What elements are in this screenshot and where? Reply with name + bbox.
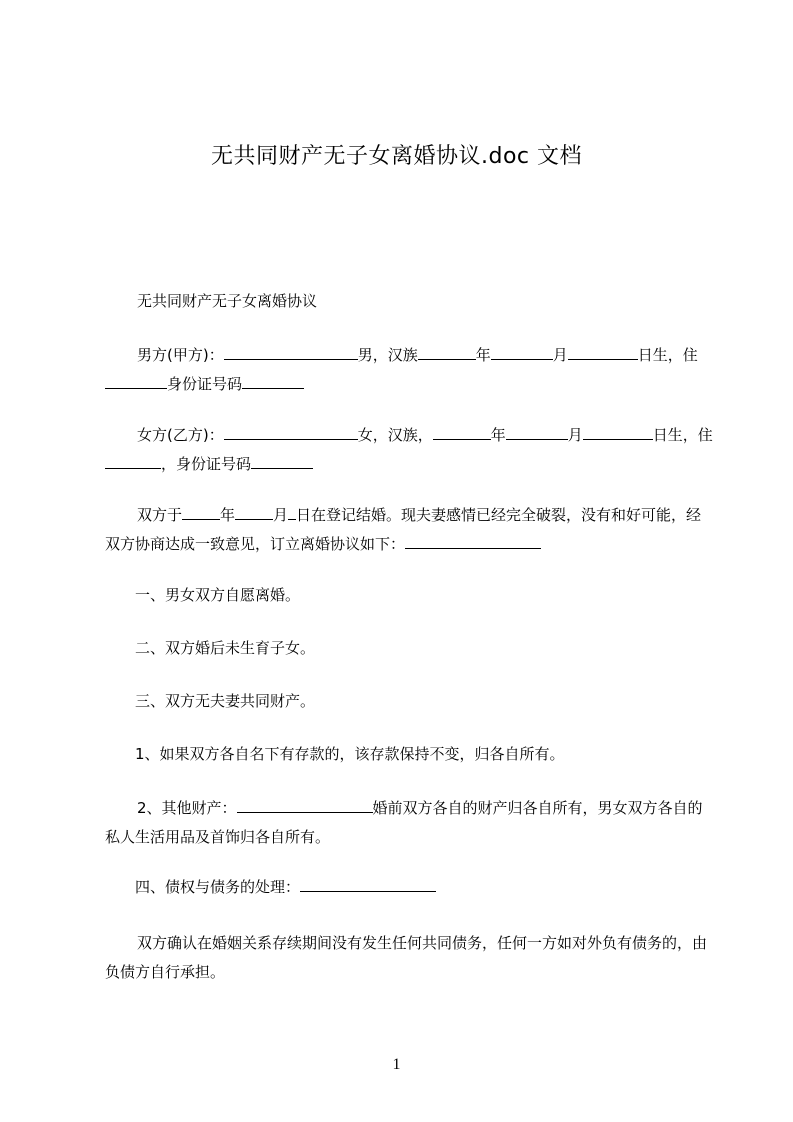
- female-day-label: 日: [652, 426, 668, 444]
- document-title: 无共同财产无子女离婚协议.doc 文档: [210, 144, 582, 169]
- male-birth-year-blank: [418, 344, 476, 360]
- marriage-day-blank: [288, 504, 296, 520]
- clause-three: 三、双方无夫妻共同财产。: [135, 692, 316, 710]
- male-day-born-label: 日生，: [637, 346, 683, 364]
- marriage-paragraph: [105, 501, 715, 559]
- marriage-year-blank: [182, 504, 220, 520]
- male-address-blank: [105, 373, 167, 389]
- clause-one: 一、男女双方自愿离婚。: [135, 586, 301, 604]
- female-id-blank: [251, 453, 313, 469]
- marriage-month-blank: [235, 504, 273, 520]
- female-year-label: 年: [490, 426, 506, 444]
- clause-three-item-2: [105, 794, 715, 852]
- male-birth-day-blank: [568, 344, 638, 360]
- female-id-label: ，身份证号码: [161, 455, 252, 473]
- other-property-text: 婚前双方各自的财产归各自所有，男女双方各自的私人生活用品及首饰归各自所有。: [105, 799, 703, 846]
- male-birth-month-blank: [491, 344, 553, 360]
- female-address-blank: [105, 453, 161, 469]
- clause-four: [105, 873, 715, 902]
- marriage-month-label: 月: [273, 506, 289, 524]
- male-id-label: 身份证号码: [167, 375, 243, 393]
- marriage-text: 日在登记结婚。现夫妻感情已经完全破裂，没有和好可能，经双方协商达成一致意见，订立离婚协议如下：: [105, 506, 702, 553]
- marriage-year-label: 年: [220, 506, 236, 524]
- agreement-terms-blank: [405, 533, 541, 549]
- agreement-heading: 无共同财产无子女离婚协议: [137, 292, 318, 310]
- male-party-paragraph: [105, 341, 715, 399]
- female-name-blank: [224, 424, 358, 440]
- female-birth-day-blank: [583, 424, 653, 440]
- clause-two: 二、双方婚后未生育子女。: [135, 639, 316, 657]
- male-name-blank: [224, 344, 358, 360]
- female-birth-month-blank: [506, 424, 568, 440]
- marriage-prefix: 双方于: [137, 506, 183, 524]
- male-gender-ethnic: 男，汉族: [357, 346, 418, 364]
- male-id-blank: [242, 373, 304, 389]
- other-property-label: 2、其他财产：: [137, 799, 237, 817]
- female-party-paragraph: [105, 421, 715, 479]
- male-year-label: 年: [475, 346, 491, 364]
- male-month-label: 月: [552, 346, 568, 364]
- female-born-resident-label: 生，住: [667, 426, 713, 444]
- debt-blank: [300, 876, 436, 892]
- clause-four-text: 双方确认在婚姻关系存续期间没有发生任何共同债务，任何一方如对外负有债务的，由负债方自行承担。: [105, 934, 708, 981]
- debt-label: 四、债权与债务的处理：: [135, 878, 301, 896]
- female-month-label: 月: [567, 426, 583, 444]
- page-number: 1: [392, 1056, 401, 1073]
- clause-three-item-1: 1、如果双方各自名下有存款的，该存款保持不变，归各自所有。: [135, 745, 565, 763]
- male-resident-label: 住: [682, 346, 698, 364]
- female-label: 女方(乙方)：: [137, 426, 224, 444]
- female-birth-year-blank: [433, 424, 491, 440]
- other-property-blank: [237, 797, 373, 813]
- female-gender-ethnic: 女，汉族，: [357, 426, 433, 444]
- male-label: 男方(甲方)：: [137, 346, 224, 364]
